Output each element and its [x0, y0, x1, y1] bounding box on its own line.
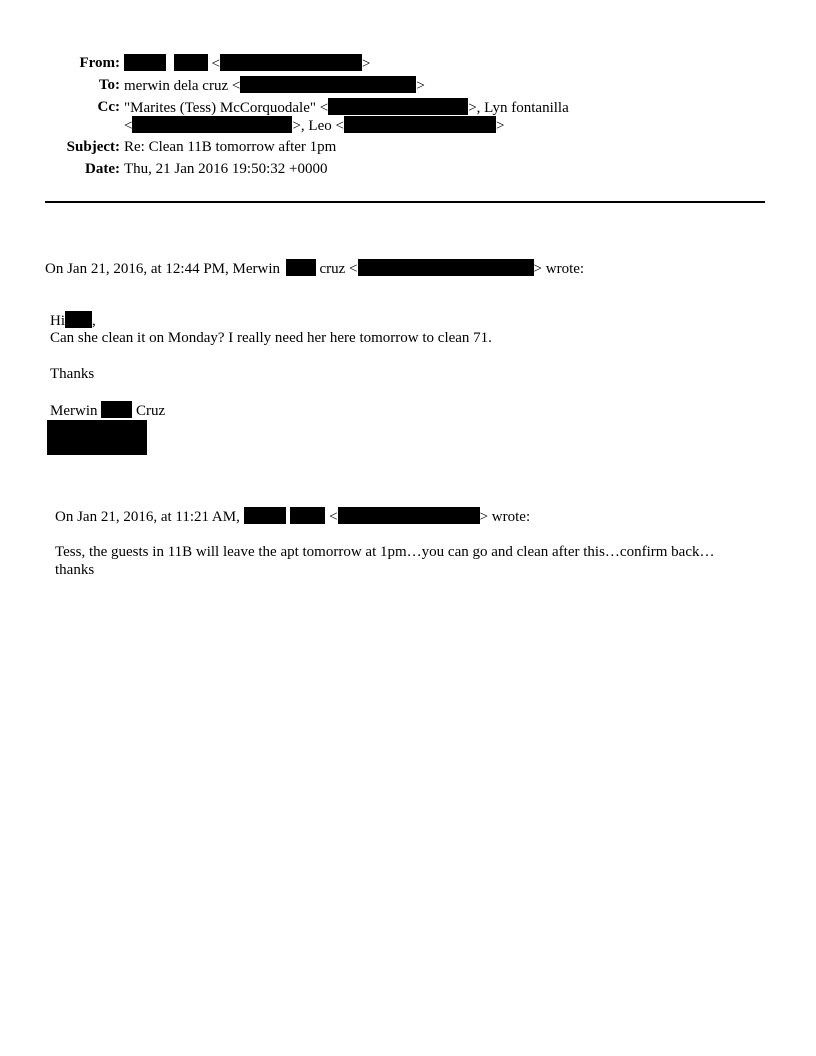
redaction-block: [358, 259, 534, 276]
cc-value-line1: [124, 98, 569, 117]
reply-attribution: [45, 259, 584, 278]
redaction-block: [101, 401, 132, 418]
quoted-attribution: [55, 507, 530, 526]
reply-signature-name: [50, 401, 165, 420]
to-name: merwin dela cruz <: [124, 78, 241, 94]
quoted-attribution-end: > wrote:: [479, 509, 531, 525]
greeting-word: Hi: [50, 313, 65, 329]
redaction-block: [65, 311, 92, 328]
quoted-attribution-start: On Jan 21, 2016, at 11:21 AM,: [55, 509, 240, 525]
reply-attribution-mid: cruz <: [319, 261, 358, 277]
cc-value-line2: [124, 116, 504, 135]
cc-name-1: "Marites (Tess) McCorquodale" <: [124, 100, 329, 116]
redaction-block: [344, 116, 496, 133]
redaction-block: [240, 76, 416, 93]
reply-body: Can she clean it on Monday? I really need her here tomorrow to clean 71.: [50, 330, 492, 346]
sig-last-name: Cruz: [136, 403, 166, 419]
reply-attribution-end: > wrote:: [533, 261, 585, 277]
sig-first-name: Merwin: [50, 403, 98, 419]
redaction-block: [132, 116, 292, 133]
reply-thanks: Thanks: [50, 366, 95, 382]
reply-attribution-start: On Jan 21, 2016, at 12:44 PM, Merwin: [45, 261, 280, 277]
subject-label: Subject:: [66, 139, 120, 155]
redaction-block: [290, 507, 325, 524]
cc-open-bracket: <: [124, 118, 133, 134]
to-label: To:: [98, 77, 120, 93]
signature-redaction-block: [47, 420, 147, 455]
quoted-body-line-2: thanks: [55, 562, 95, 578]
reply-greeting: [50, 311, 96, 330]
redaction-block: [174, 54, 208, 71]
redaction-block: [124, 54, 166, 71]
header-divider: [45, 201, 765, 203]
cc-close-bracket: >: [495, 118, 505, 134]
redaction-block: [338, 507, 480, 524]
quoted-body-line-1: Tess, the guests in 11B will leave the apt tomorrow at 1pm…you can go and clean after this…confirm back…: [55, 544, 715, 560]
cc-label: Cc:: [97, 99, 120, 115]
cc-line2-mid: >, Leo <: [292, 118, 344, 134]
redaction-block: [220, 54, 362, 71]
date-value: Thu, 21 Jan 2016 19:50:32 +0000: [124, 161, 328, 177]
greeting-comma: ,: [92, 313, 96, 329]
from-value: [124, 54, 370, 73]
to-close-bracket: >: [416, 78, 425, 94]
redaction-block: [286, 259, 316, 276]
redaction-block: [328, 98, 468, 115]
cc-line1-tail: >, Lyn fontanilla: [468, 100, 569, 116]
redaction-block: [244, 507, 286, 524]
from-open-bracket: <: [211, 56, 220, 72]
date-label: Date:: [85, 161, 120, 177]
subject-value: Re: Clean 11B tomorrow after 1pm: [124, 139, 337, 155]
to-value: [124, 76, 425, 95]
from-label: From:: [79, 55, 120, 71]
quoted-open-bracket: <: [329, 509, 338, 525]
from-close-bracket: >: [361, 56, 371, 72]
